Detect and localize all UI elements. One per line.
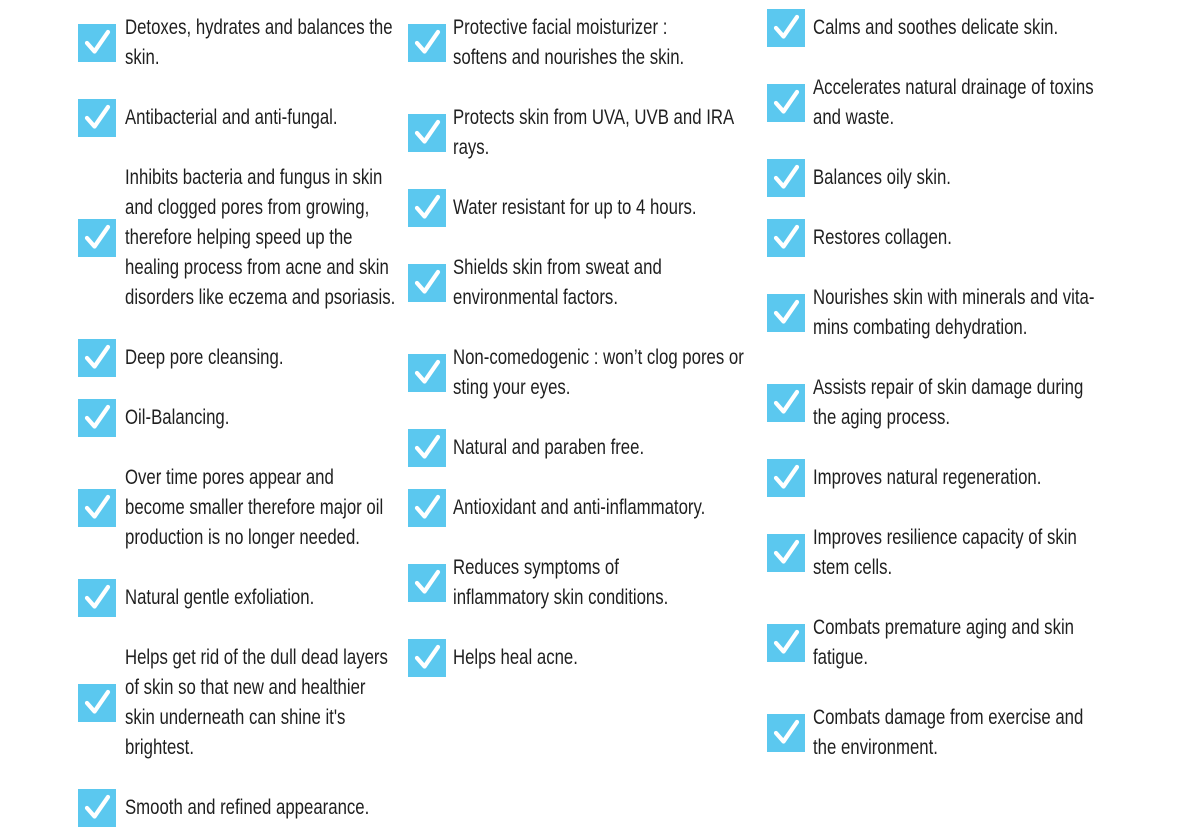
- check-icon: [78, 219, 116, 257]
- benefit-line: Helps heal acne.: [453, 645, 578, 669]
- benefit-line: Shields skin from sweat and: [453, 255, 662, 279]
- benefit-line: therefore helping speed up the: [125, 225, 353, 249]
- check-icon: [78, 684, 116, 722]
- check-icon: [767, 534, 805, 572]
- benefit-line: Natural gentle exfoliation.: [125, 585, 315, 609]
- benefit-line: Oil-Balancing.: [125, 405, 230, 429]
- benefit-text: [453, 342, 744, 402]
- benefit-line: rays.: [453, 135, 490, 159]
- benefit-line: mins combating dehydration.: [813, 315, 1028, 339]
- check-icon: [408, 264, 446, 302]
- benefit-text: [813, 72, 1094, 132]
- benefit-line: Water resistant for up to 4 hours.: [453, 195, 697, 219]
- benefit-line: Protects skin from UVA, UVB and IRA: [453, 105, 735, 129]
- benefit-line: Restores collagen.: [813, 225, 952, 249]
- check-icon: [767, 459, 805, 497]
- benefit-line: Antioxidant and anti-inflammatory.: [453, 495, 706, 519]
- benefit-text: [813, 462, 1041, 492]
- benefit-line: sting your eyes.: [453, 375, 571, 399]
- benefit-line: disorders like eczema and psoriasis.: [125, 285, 396, 309]
- benefit-text: [125, 342, 283, 372]
- benefit-line: Protective facial moisturizer :: [453, 15, 668, 39]
- benefit-line: Combats premature aging and skin: [813, 615, 1075, 639]
- check-icon: [767, 294, 805, 332]
- benefit-line: Over time pores appear and: [125, 465, 334, 489]
- benefit-text: [813, 702, 1083, 762]
- benefit-line: fatigue.: [813, 645, 869, 669]
- benefit-line: of skin so that new and healthier: [125, 675, 366, 699]
- benefit-line: production is no longer needed.: [125, 525, 360, 549]
- benefit-line: Improves resilience capacity of skin: [813, 525, 1077, 549]
- benefit-line: healing process from acne and skin: [125, 255, 389, 279]
- benefit-line: the aging process.: [813, 405, 951, 429]
- benefit-text: [453, 102, 734, 162]
- benefit-text: [453, 12, 684, 72]
- benefit-text: [125, 402, 229, 432]
- benefit-text: [453, 492, 705, 522]
- benefit-line: Accelerates natural drainage of toxins: [813, 75, 1094, 99]
- benefit-line: environmental factors.: [453, 285, 618, 309]
- benefit-line: Balances oily skin.: [813, 165, 951, 189]
- benefit-line: softens and nourishes the skin.: [453, 45, 685, 69]
- benefit-text: [813, 612, 1074, 672]
- check-icon: [408, 354, 446, 392]
- check-icon: [767, 624, 805, 662]
- benefit-line: brightest.: [125, 735, 194, 759]
- benefit-line: Natural and paraben free.: [453, 435, 645, 459]
- check-icon: [408, 114, 446, 152]
- benefit-text: [453, 432, 644, 462]
- benefit-line: Antibacterial and anti-fungal.: [125, 105, 338, 129]
- benefit-text: [813, 222, 952, 252]
- benefit-line: and waste.: [813, 105, 895, 129]
- benefit-line: Inhibits bacteria and fungus in skin: [125, 165, 383, 189]
- benefit-line: Calms and soothes delicate skin.: [813, 15, 1059, 39]
- benefit-line: stem cells.: [813, 555, 893, 579]
- benefit-text: [813, 522, 1077, 582]
- benefit-line: the environment.: [813, 735, 938, 759]
- check-icon: [78, 99, 116, 137]
- benefit-line: Detoxes, hydrates and balances the: [125, 15, 393, 39]
- benefit-line: skin underneath can shine it's: [125, 705, 346, 729]
- check-icon: [408, 24, 446, 62]
- check-icon: [767, 9, 805, 47]
- benefit-text: [813, 162, 951, 192]
- check-icon: [767, 714, 805, 752]
- benefit-line: Improves natural regeneration.: [813, 465, 1042, 489]
- check-icon: [78, 399, 116, 437]
- check-icon: [767, 219, 805, 257]
- benefit-text: [453, 192, 697, 222]
- benefit-line: Nourishes skin with minerals and vita-: [813, 285, 1095, 309]
- benefit-text: [125, 12, 393, 72]
- benefit-line: and clogged pores from growing,: [125, 195, 370, 219]
- check-icon: [408, 429, 446, 467]
- benefit-text: [125, 162, 395, 312]
- check-icon: [78, 789, 116, 827]
- check-icon: [78, 579, 116, 617]
- check-icon: [408, 639, 446, 677]
- benefit-line: Combats damage from exercise and: [813, 705, 1084, 729]
- benefit-text: [453, 552, 668, 612]
- check-icon: [408, 189, 446, 227]
- check-icon: [78, 24, 116, 62]
- benefit-text: [453, 642, 578, 672]
- benefit-text: [125, 102, 338, 132]
- check-icon: [78, 339, 116, 377]
- benefit-text: [125, 642, 388, 762]
- benefit-line: Deep pore cleansing.: [125, 345, 284, 369]
- check-icon: [78, 489, 116, 527]
- benefit-text: [813, 282, 1094, 342]
- benefit-text: [125, 792, 369, 822]
- benefit-line: Assists repair of skin damage during: [813, 375, 1084, 399]
- benefit-line: Non-comedogenic : won’t clog pores or: [453, 345, 744, 369]
- check-icon: [408, 564, 446, 602]
- benefit-line: inflammatory skin conditions.: [453, 585, 669, 609]
- benefit-text: [813, 12, 1058, 42]
- benefit-text: [813, 372, 1083, 432]
- benefit-line: skin.: [125, 45, 160, 69]
- benefit-text: [125, 462, 383, 552]
- benefit-text: [125, 582, 314, 612]
- benefit-line: Smooth and refined appearance.: [125, 795, 370, 819]
- benefit-line: become smaller therefore major oil: [125, 495, 384, 519]
- check-icon: [767, 159, 805, 197]
- benefit-text: [453, 252, 662, 312]
- benefit-line: Reduces symptoms of: [453, 555, 619, 579]
- benefit-line: Helps get rid of the dull dead layers: [125, 645, 388, 669]
- check-icon: [767, 84, 805, 122]
- check-icon: [767, 384, 805, 422]
- check-icon: [408, 489, 446, 527]
